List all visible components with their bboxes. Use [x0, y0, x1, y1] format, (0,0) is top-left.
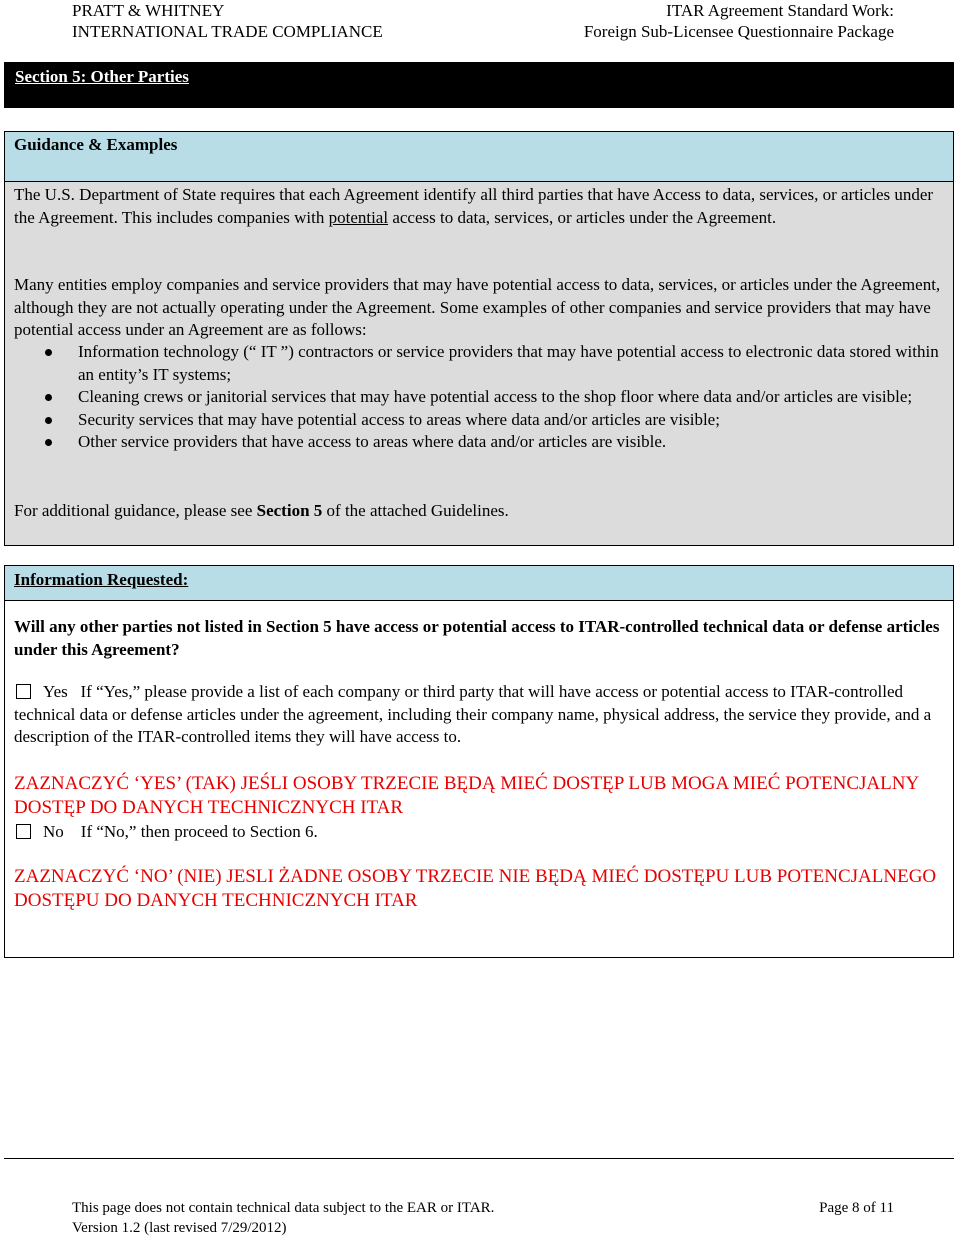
- footer-page-number: Page 8 of 11: [819, 1200, 894, 1216]
- list-item: [14, 431, 946, 454]
- footer-divider: [4, 1158, 954, 1159]
- closing-section-ref: Section 5: [256, 501, 323, 520]
- header-doc-subtitle: Foreign Sub-Licensee Questionnaire Package: [583, 22, 894, 41]
- footer-disclaimer: This page does not contain technical data subject to the EAR or ITAR.: [72, 1200, 495, 1216]
- guidance-closing: [14, 500, 946, 523]
- yes-instructions: If “Yes,” please provide a list of each company or third party that will have access or potential access to ITAR-controlled technical data or defense articles under the agreement, including their company name, physical address, the service they provide, and a description of the ITAR-controlled items they will have access to.: [14, 682, 932, 746]
- no-instructions: If “No,” then proceed to Section 6.: [80, 822, 318, 841]
- bullet-icon: [45, 439, 52, 446]
- yes-label: Yes: [43, 682, 68, 701]
- guidance-paragraph-1: [14, 184, 946, 229]
- guidance-title: Guidance & Examples: [14, 135, 178, 154]
- footer-left: [72, 1198, 494, 1238]
- guidance-bullet-list: [14, 341, 946, 454]
- no-label: No: [43, 822, 64, 841]
- para1-underlined: potential: [328, 207, 389, 227]
- info-header: [5, 566, 953, 601]
- bullet-text: Information technology (“ IT ”) contractors or service providers that may have potential access to electronic data stored within an entity’s IT systems;: [78, 342, 939, 384]
- guidance-box: [4, 131, 954, 546]
- bullet-icon: [45, 349, 52, 356]
- info-title: Information Requested:: [14, 570, 189, 589]
- bullet-text: Security services that may have potential access to areas where data and/or articles are visible;: [78, 409, 720, 429]
- section-title: Section 5: Other Parties: [15, 67, 189, 86]
- bullet-icon: [45, 394, 52, 401]
- bullet-icon: [45, 417, 52, 424]
- bullet-text: Cleaning crews or janitorial services that may have potential access to the shop floor where data and/or articles are visible;: [78, 387, 913, 406]
- information-requested-box: [4, 565, 954, 958]
- guidance-header: [5, 132, 953, 182]
- no-option: [14, 821, 946, 844]
- list-item: [14, 341, 946, 386]
- list-item: [14, 386, 946, 409]
- para1-text-end: access to data, services, or articles under the Agreement.: [388, 207, 777, 227]
- header-company: PRATT & WHITNEY: [72, 1, 225, 20]
- no-polish-note: ZAZNACZYĆ ‘NO’ (NIE) JESLI ŻADNE OSOBY TRZECIE NIE BĘDĄ MIEĆ DOSTĘPU LUB POTENCJALNEGO DOSTĘPU DO DANYCH TECHNICZNYCH ITAR: [14, 866, 937, 911]
- para1-text: The U.S. Department of State requires that each Agreement identify all third parties that have Access to data, services, or articles under the Agreement. This includes companies with: [14, 185, 934, 227]
- yes-polish-note: ZAZNACZYĆ ‘YES’ (TAK) JEŚLI OSOBY TRZECIE BĘDĄ MIEĆ DOSTĘP LUB MOGA MIEĆ POTENCJALNY DOSTĘP DO DANYCH TECHNICZNYCH ITAR: [14, 773, 919, 818]
- header-right: [584, 0, 894, 42]
- question-text: Will any other parties not listed in Section 5 have access or potential access to ITAR-controlled technical data or defense articles under this Agreement?: [14, 617, 940, 659]
- section-bar: [4, 62, 954, 108]
- footer-version: Version 1.2 (last revised 7/29/2012): [72, 1220, 287, 1236]
- closing-text-end: of the attached Guidelines.: [322, 501, 509, 520]
- yes-checkbox[interactable]: [16, 684, 31, 699]
- yes-option: [14, 681, 946, 749]
- list-item: [14, 409, 946, 432]
- header-department: INTERNATIONAL TRADE COMPLIANCE: [72, 22, 383, 41]
- header-left: [72, 0, 383, 42]
- bullet-text: Other service providers that have access to areas where data and/or articles are visible.: [78, 432, 667, 451]
- guidance-paragraph-2: Many entities employ companies and service providers that may have potential access to data, services, or articles under the Agreement, although they are not actually operating under the Agreement. Some examples of other companies and service providers that may have potential access under an Agreement are as follows:: [14, 275, 941, 339]
- no-checkbox[interactable]: [16, 824, 31, 839]
- header-doc-title: ITAR Agreement Standard Work:: [666, 1, 894, 20]
- closing-text: For additional guidance, please see: [14, 501, 257, 520]
